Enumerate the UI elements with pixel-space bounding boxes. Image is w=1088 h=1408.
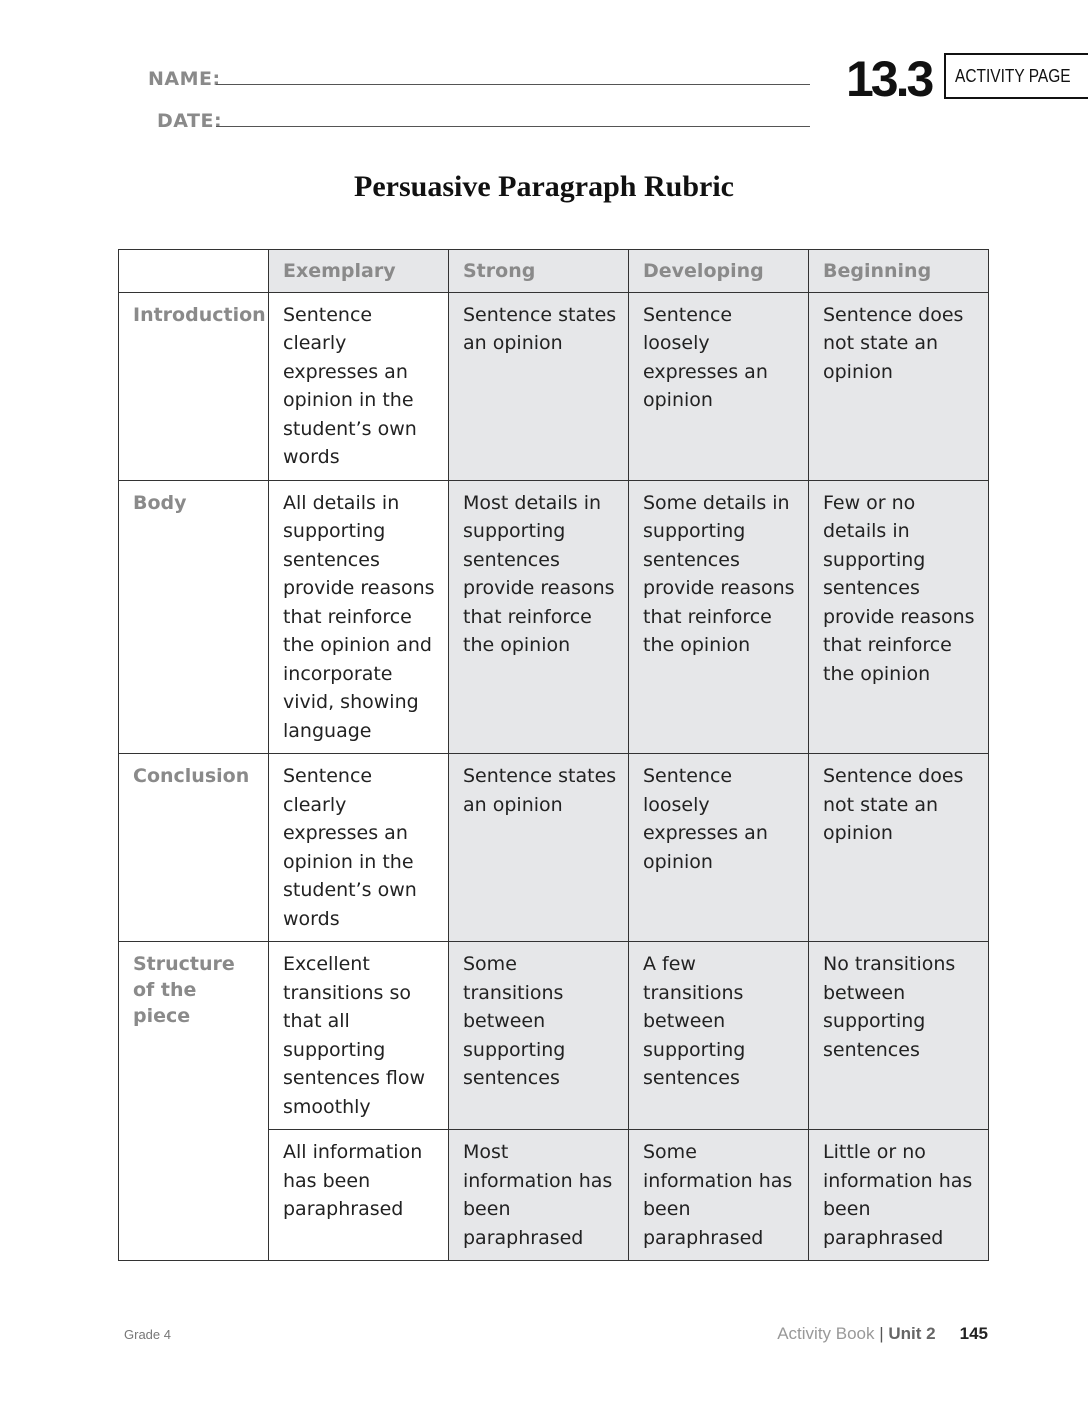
footer-grade: Grade 4 (124, 1327, 171, 1342)
footer-divider: | (874, 1324, 889, 1343)
table-cell: Sentence clearly expresses an opinion in the student’s own words (269, 292, 449, 480)
name-line[interactable] (216, 84, 810, 85)
activity-number: 13.3 (846, 51, 932, 107)
table-cell: Few or no details in supporting sentences provide reasons that reinforce the opinion (809, 480, 989, 754)
row-label-body: Body (119, 480, 269, 754)
row-label-introduction: Introduction (119, 292, 269, 480)
table-cell: Sentence does not state an opinion (809, 292, 989, 480)
table-cell: Excellent transitions so that all supporting sentences flow smoothly (269, 942, 449, 1130)
table-cell: Most details in supporting sentences provide reasons that reinforce the opinion (449, 480, 629, 754)
page-title: Persuasive Paragraph Rubric (354, 170, 734, 203)
row-label-structure-continued (119, 1130, 269, 1261)
column-header-exemplary: Exemplary (269, 250, 449, 293)
table-row (119, 292, 989, 480)
table-cell: Little or no information has been paraphrased (809, 1130, 989, 1261)
table-cell: Some details in supporting sentences provide reasons that reinforce the opinion (629, 480, 809, 754)
row-label-structure: Structure of the piece (119, 942, 269, 1130)
activity-page-label (944, 53, 1088, 99)
table-cell: No transitions between supporting sentences (809, 942, 989, 1130)
column-header-beginning: Beginning (809, 250, 989, 293)
date-label: DATE: (157, 110, 223, 132)
table-cell: Sentence loosely expresses an opinion (629, 754, 809, 942)
activity-page-text: ACTIVITY PAGE (955, 65, 1071, 86)
table-row (119, 1130, 989, 1261)
row-label-conclusion: Conclusion (119, 754, 269, 942)
column-header-developing: Developing (629, 250, 809, 293)
table-cell: All details in supporting sentences provide reasons that reinforce the opinion and incorporate vivid, showing language (269, 480, 449, 754)
table-cell: All information has been paraphrased (269, 1130, 449, 1261)
table-row (119, 942, 989, 1130)
table-cell: Some transitions between supporting sentences (449, 942, 629, 1130)
footer-page-number: 145 (959, 1324, 988, 1343)
table-row (119, 480, 989, 754)
table-cell: Sentence states an opinion (449, 754, 629, 942)
table-row (119, 754, 989, 942)
rubric-table (118, 249, 989, 1261)
table-cell: Sentence clearly expresses an opinion in the student’s own words (269, 754, 449, 942)
footer-book: Activity Book (777, 1324, 875, 1343)
table-cell: Sentence states an opinion (449, 292, 629, 480)
table-cell: Sentence does not state an opinion (809, 754, 989, 942)
footer-book-info (777, 1324, 988, 1344)
table-cell: Sentence loosely expresses an opinion (629, 292, 809, 480)
table-cell: A few transitions between supporting sentences (629, 942, 809, 1130)
column-header-blank (119, 250, 269, 293)
table-cell: Most information has been paraphrased (449, 1130, 629, 1261)
footer-unit: Unit 2 (888, 1324, 936, 1343)
table-cell: Some information has been paraphrased (629, 1130, 809, 1261)
date-line[interactable] (216, 126, 810, 127)
table-header-row (119, 250, 989, 293)
name-label: NAME: (148, 68, 221, 90)
column-header-strong: Strong (449, 250, 629, 293)
